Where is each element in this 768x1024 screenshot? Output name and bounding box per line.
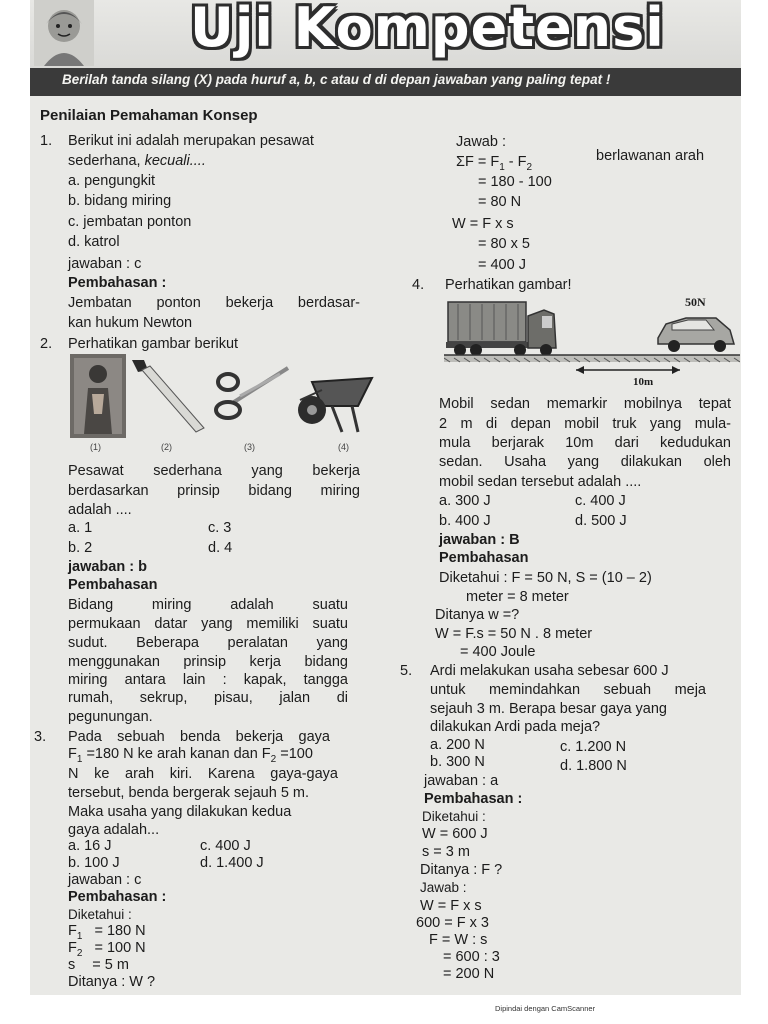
q3-number: 3. [34, 729, 47, 745]
q4-known-line1: Diketahui : F = 50 N, S = (10 – 2) [439, 570, 652, 586]
q4-option-a: a. 300 J [439, 493, 491, 509]
q2-pemb-line4: menggunakan prinsip kerja bidang [68, 654, 348, 670]
q3-option-b: b. 100 J [68, 855, 120, 871]
q2-option-d: d. 4 [208, 540, 233, 556]
q3-direction-note: berlawanan arah [596, 148, 705, 164]
q2-option-a: a. 1 [68, 520, 93, 536]
q3-f2: $F_2 = 100$ N [68, 940, 146, 959]
figure-caption-4: (4) [338, 442, 349, 452]
q3-known-label: Diketahui : [68, 907, 132, 922]
q4-force-label: 50N [685, 295, 706, 309]
q1-option-a: a. pengungkit [68, 173, 156, 189]
q5-text-line3: sejauh 3 m. Berapa besar gaya yang [430, 701, 667, 717]
q4-known-line2: meter = 8 meter [466, 589, 569, 605]
q2-pemb-line3: sudut. Beberapa peralatan yang [68, 635, 348, 651]
q5-calc-line5: = 200 N [443, 966, 495, 982]
q3-calc-line3: = 80 N [478, 194, 522, 210]
q2-pemb-line5: miring antara lain : kapak, tangga [68, 672, 348, 688]
q4-work-line1: W = F.s = 50 N . 8 meter [435, 626, 593, 642]
scanner-watermark: Dipindai dengan CamScanner [495, 1004, 596, 1013]
q4-text-line2: 2 m di depan mobil truk yang mula- [439, 416, 731, 432]
q5-text-line2: untuk memindahkan sebuah meja [430, 682, 706, 698]
q5-calc-line4: = 600 : 3 [443, 949, 500, 965]
q2-answer: jawaban : b [68, 559, 147, 575]
q3-jawab-label: Jawab : [456, 134, 506, 150]
figure-ladder-person [70, 354, 126, 438]
q3-sigma-line: $\Sigma F = F_1 - F_2$ [456, 154, 533, 173]
q2-number: 2. [40, 336, 53, 352]
q3-f1: $F_1 = 180$ N [68, 923, 146, 942]
q1-option-d: d. katrol [68, 234, 120, 250]
q3-line4: tersebut, benda bergerak sejauh 5 m. [68, 785, 310, 801]
q3-ask: Ditanya : W ? [68, 974, 156, 990]
q4-work-line2: = 400 Joule [460, 644, 536, 660]
q4-ask: Ditanya w =? [435, 607, 520, 623]
q3-line3: N ke arah kiri. Karena gaya-gaya [68, 766, 338, 782]
mascot-illustration [34, 0, 94, 66]
q3-calc-line2: = 180 - 100 [478, 174, 552, 190]
figure-knife [128, 356, 208, 436]
figure-caption-1: (1) [90, 442, 101, 452]
q1-answer: jawaban : c [68, 256, 142, 272]
q2-pemb-line7: pegunungan. [68, 709, 153, 725]
q4-option-b: b. 400 J [439, 513, 491, 529]
q2-option-c: c. 3 [208, 520, 232, 536]
q1-pembahasan-label: Pembahasan : [68, 275, 167, 291]
q5-number: 5. [400, 663, 413, 679]
q5-calc-line3: F = W : s [429, 932, 488, 948]
q5-option-b: b. 300 N [430, 754, 485, 770]
section-title: Penilaian Pemahaman Konsep [40, 107, 258, 124]
q5-option-d: d. 1.800 N [560, 758, 627, 774]
q2-pemb-line6: rumah, sekrup, pisau, jalan di [68, 690, 348, 706]
q5-ask: Ditanya : F ? [420, 862, 503, 878]
q3-s: s = 5 m [68, 957, 129, 973]
q1-pembahasan-line1: Jembatan ponton bekerja berdasar- [68, 295, 360, 311]
q4-intro: Perhatikan gambar! [445, 277, 572, 293]
q5-calc-line1: W = F x s [420, 898, 482, 914]
q5-text-line4: dilakukan Ardi pada meja? [430, 719, 601, 735]
q4-number: 4. [412, 277, 425, 293]
q1-option-c: c. jembatan ponton [68, 214, 192, 230]
q1-line1: Berikut ini adalah merupakan pesawat [68, 133, 314, 149]
figure-wheelbarrow [292, 360, 376, 436]
header-banner [30, 0, 741, 100]
q2-text-line3: adalah .... [68, 502, 132, 518]
q5-jawab: Jawab : [420, 880, 467, 895]
q3-line6: gaya adalah... [68, 822, 160, 838]
q3-option-a: a. 16 J [68, 838, 112, 854]
q2-pemb-line1: Bidang miring adalah suatu [68, 597, 348, 613]
q4-pembahasan-label: Pembahasan [439, 550, 529, 566]
q4-text-line5: mobil sedan tersebut adalah .... [439, 474, 642, 490]
q4-text-line3: mula berjarak 10m dari kedudukan [439, 435, 731, 451]
q1-number: 1. [40, 133, 53, 149]
q3-pembahasan-label: Pembahasan : [68, 889, 167, 905]
figure-caption-3: (3) [244, 442, 255, 452]
q5-option-a: a. 200 N [430, 737, 485, 753]
q3-line5: Maka usaha yang dilakukan kedua [68, 804, 292, 820]
figure-scissors [210, 362, 290, 436]
q4-option-d: d. 500 J [575, 513, 627, 529]
q5-text-line1: Ardi melakukan usaha sebesar 600 J [430, 663, 669, 679]
q4-option-c: c. 400 J [575, 493, 626, 509]
q4-answer: jawaban : B [439, 532, 520, 548]
q5-answer: jawaban : a [424, 773, 499, 789]
q5-known-w: W = 600 J [422, 826, 488, 842]
q1-option-b: b. bidang miring [68, 193, 172, 209]
q3-line1: Pada sebuah benda bekerja gaya [68, 729, 330, 745]
q3-option-d: d. 1.400 J [200, 855, 264, 871]
q2-intro: Perhatikan gambar berikut [68, 336, 239, 352]
q5-calc-line2: 600 = F x 3 [416, 915, 489, 931]
q2-text-line2: berdasarkan prinsip bidang miring [68, 483, 360, 499]
q3-option-c: c. 400 J [200, 838, 251, 854]
scanned-page [30, 0, 741, 995]
q2-option-b: b. 2 [68, 540, 93, 556]
q1-line2: sederhana, kecuali.... [68, 153, 206, 169]
q5-known-label: Diketahui : [422, 809, 486, 824]
q1-pembahasan-line2: kan hukum Newton [68, 315, 193, 331]
q5-pembahasan-label: Pembahasan : [424, 791, 523, 807]
page-title: Uji Kompetensi [190, 0, 665, 59]
figure-caption-2: (2) [161, 442, 172, 452]
instruction-text: Berilah tanda silang (X) pada huruf a, b, c atau d di depan jawaban yang paling tepat ! [62, 72, 611, 87]
q4-text-line4: sedan. Usaha yang dilakukan oleh [439, 454, 731, 470]
q4-text-line1: Mobil sedan memarkir mobilnya tepat [439, 396, 731, 412]
q3-calc-line6: = 400 J [478, 257, 526, 273]
q5-option-c: c. 1.200 N [560, 739, 627, 755]
q2-text-line1: Pesawat sederhana yang bekerja [68, 463, 360, 479]
q2-pembahasan-label: Pembahasan [68, 577, 158, 593]
q3-calc-line5: = 80 x 5 [478, 236, 530, 252]
q4-distance-label: 10m [633, 376, 654, 388]
q3-answer: jawaban : c [68, 872, 142, 888]
q5-known-s: s = 3 m [422, 844, 470, 860]
q3-calc-w: W = F x s [452, 216, 514, 232]
q2-pemb-line2: permukaan datar yang memiliki suatu [68, 616, 348, 632]
q3-line2: $F_1 =180$ N ke arah kanan dan $F_2 =100$ [68, 746, 313, 765]
